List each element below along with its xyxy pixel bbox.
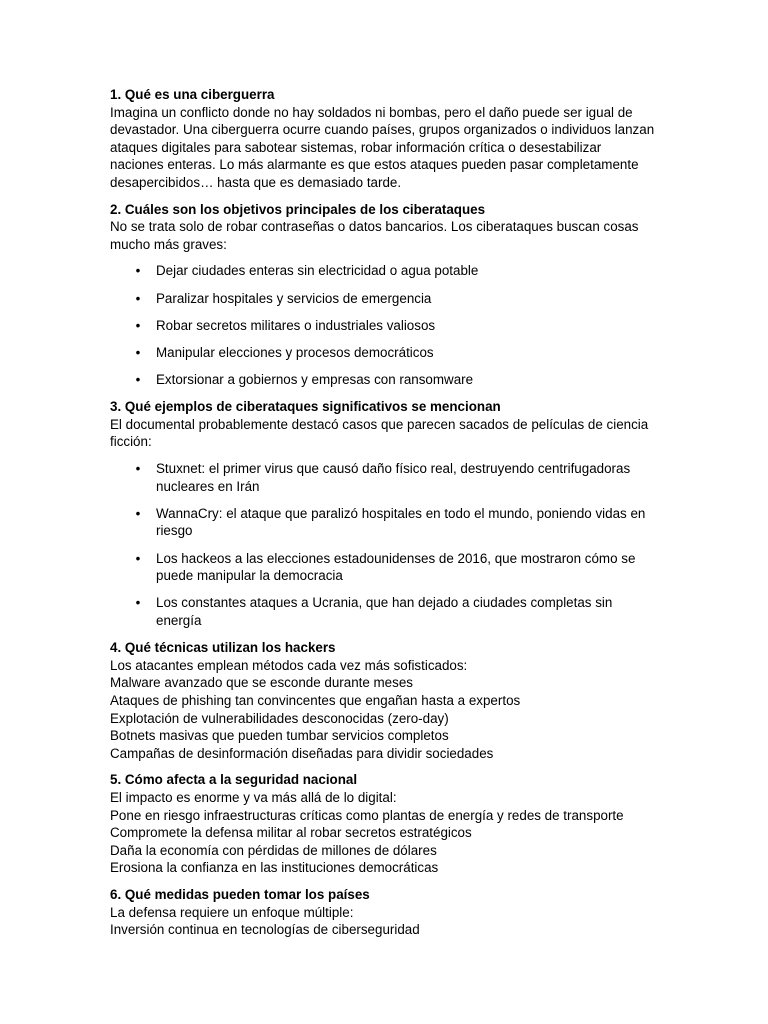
text-line: Botnets masivas que pueden tumbar servicios completos (110, 728, 449, 744)
list-item (110, 550, 658, 585)
section-paragraph: No se trata solo de robar contraseñas o datos bancarios. Los ciberataques buscan cosas mucho más graves: (110, 219, 639, 252)
section-3 (110, 398, 658, 629)
section-paragraph: Imagina un conflicto donde no hay soldados ni bombas, pero el daño puede ser igual de devastador. Una ciberguerra ocurre cuando países, grupos organizados o individuos lanzan ataques digitales para sabotear sistemas, robar información crítica o desestabilizar naciones enteras. Lo más alarmante es que estos ataques pueden pasar completamente desapercibidos… hasta que es demasiado tarde. (110, 104, 655, 190)
text-line: Pone en riesgo infraestructuras críticas como plantas de energía y redes de transporte (110, 807, 624, 823)
document-page (110, 86, 658, 948)
section-1 (110, 86, 658, 192)
bullet-icon: • (135, 317, 141, 333)
bullet-icon: • (135, 595, 141, 611)
section-heading: 6. Qué medidas pueden tomar los países (110, 886, 370, 902)
section-heading: 3. Qué ejemplos de ciberataques significativos se mencionan (110, 399, 501, 415)
text-line: Erosiona la confianza en las instituciones democráticas (110, 860, 439, 876)
list-item-text: Dejar ciudades enteras sin electricidad o agua potable (156, 263, 479, 279)
text-line: Ataques de phishing tan convincentes que engañan hasta a expertos (110, 692, 521, 708)
text-line: Compromete la defensa militar al robar secretos estratégicos (110, 825, 472, 841)
text-line: El impacto es enorme y va más allá de lo digital: (110, 789, 397, 805)
list-item-text: WannaCry: el ataque que paralizó hospitales en todo el mundo, poniendo vidas en riesgo (156, 505, 646, 539)
list-item (110, 371, 658, 389)
list-item (110, 505, 658, 540)
bullet-list (110, 460, 658, 630)
list-item-text: Extorsionar a gobiernos y empresas con ransomware (156, 372, 474, 388)
section-heading: 5. Cómo afecta a la seguridad nacional (110, 772, 358, 788)
list-item (110, 262, 658, 280)
section-6 (110, 886, 658, 939)
text-line: La defensa requiere un enfoque múltiple: (110, 904, 354, 920)
list-item (110, 344, 658, 362)
bullet-icon: • (135, 461, 141, 477)
list-item (110, 460, 658, 495)
list-item-text: Los constantes ataques a Ucrania, que han dejado a ciudades completas sin energía (156, 595, 613, 628)
bullet-icon: • (135, 505, 141, 521)
bullet-icon: • (135, 344, 141, 360)
list-item-text: Los hackeos a las elecciones estadounidenses de 2016, que mostraron cómo se puede manipular la democracia (156, 550, 636, 584)
list-item-text: Paralizar hospitales y servicios de emergencia (156, 290, 432, 306)
list-item (110, 317, 658, 335)
section-heading: 1. Qué es una ciberguerra (110, 87, 275, 102)
text-line: Inversión continua en tecnologías de ciberseguridad (110, 922, 420, 938)
bullet-icon: • (135, 550, 141, 566)
section-paragraph: El documental probablemente destacó casos que parecen sacados de películas de ciencia ficción: (110, 416, 649, 450)
text-line: Los atacantes emplean métodos cada vez más sofisticados: (110, 657, 468, 673)
section-5 (110, 771, 658, 877)
bullet-icon: • (135, 290, 141, 306)
list-item-text: Manipular elecciones y procesos democráticos (156, 344, 434, 360)
text-line: Explotación de vulnerabilidades desconocidas (zero-day) (110, 710, 449, 726)
section-heading: 4. Qué técnicas utilizan los hackers (110, 640, 336, 656)
section-4 (110, 639, 658, 762)
section-heading: 2. Cuáles son los objetivos principales de los ciberataques (110, 201, 486, 217)
text-line: Campañas de desinformación diseñadas para dividir sociedades (110, 745, 494, 761)
text-line: Malware avanzado que se esconde durante meses (110, 675, 413, 691)
list-item-text: Robar secretos militares o industriales valiosos (156, 317, 436, 333)
list-item (110, 290, 658, 308)
section-2 (110, 201, 658, 389)
text-line: Daña la economía con pérdidas de millones de dólares (110, 842, 437, 858)
list-item-text: Stuxnet: el primer virus que causó daño físico real, destruyendo centrifugadoras nucleares en Irán (156, 461, 631, 494)
bullet-icon: • (135, 263, 141, 279)
bullet-icon: • (135, 372, 141, 388)
list-item (110, 594, 658, 629)
bullet-list (110, 262, 658, 388)
